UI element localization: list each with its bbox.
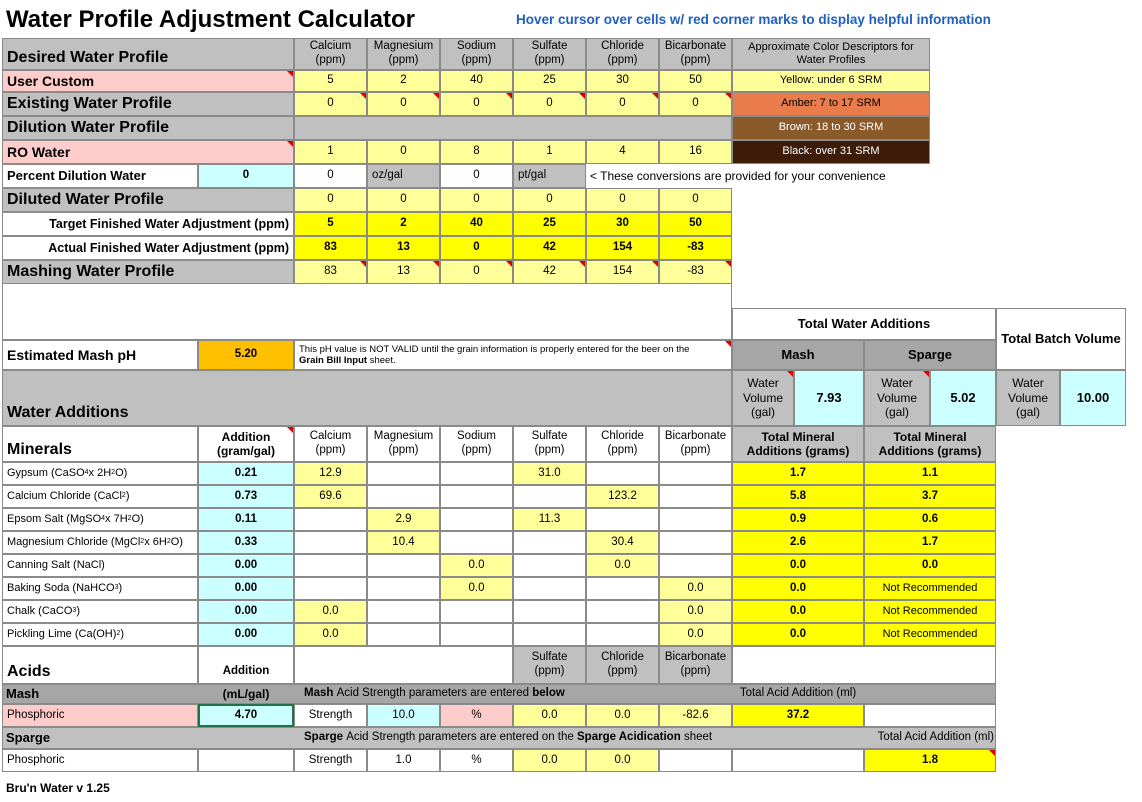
mash-acid-sulfate: 0.0 bbox=[513, 704, 586, 727]
mash-total-acid-label: Total Acid Addition (ml) bbox=[739, 687, 857, 700]
hover-hint: Hover cursor over cells w/ red corner marks to display helpful information bbox=[516, 11, 991, 27]
mineral-bicarbonate: 0.0 bbox=[659, 577, 732, 600]
existing-calcium: 0 bbox=[294, 92, 367, 116]
mash-header: Mash bbox=[732, 340, 864, 370]
actual-sulfate: 42 bbox=[513, 236, 586, 260]
percent-dilution-label: Percent Dilution Water bbox=[2, 164, 198, 188]
total-water-additions-header: Total Water Additions bbox=[732, 308, 996, 340]
estimated-mash-ph-label: Estimated Mash pH bbox=[2, 340, 198, 370]
mineral-name: Pickling Lime (Ca(OH) 2 ) bbox=[2, 623, 198, 646]
magnesium-header: Magnesium (ppm) bbox=[367, 38, 440, 70]
mineral-sodium bbox=[440, 485, 513, 508]
mineral-magnesium bbox=[367, 462, 440, 485]
color-yellow: Yellow: under 6 SRM bbox=[732, 70, 930, 92]
mineral-total-sparge: Not Recommended bbox=[864, 623, 996, 646]
diluted-chloride: 0 bbox=[586, 188, 659, 212]
mash-total-acid-value: 37.2 bbox=[732, 704, 864, 727]
diluted-calcium: 0 bbox=[294, 188, 367, 212]
mineral-total-mash: 0.0 bbox=[732, 600, 864, 623]
diluted-sulfate: 0 bbox=[513, 188, 586, 212]
mash-water-volume-value: 7.93 bbox=[794, 370, 864, 426]
diluted-magnesium: 0 bbox=[367, 188, 440, 212]
mineral-chloride: 123.2 bbox=[586, 485, 659, 508]
user-custom-dropdown[interactable]: User Custom bbox=[2, 70, 294, 92]
mineral-calcium: 0.0 bbox=[294, 623, 367, 646]
sparge-water-volume-label: Water Volume (gal) bbox=[864, 370, 930, 426]
user-custom-calcium[interactable]: 5 bbox=[294, 70, 367, 92]
mineral-magnesium bbox=[367, 577, 440, 600]
mineral-name: Magnesium Chloride (MgCl 2 x 6H 2 O) bbox=[2, 531, 198, 554]
mineral-chloride: 0.0 bbox=[586, 554, 659, 577]
version-label: Bru'n Water v 1.25 bbox=[6, 780, 110, 795]
acid-sulfate-header: Sulfate (ppm) bbox=[513, 646, 586, 684]
mash-acid-bicarbonate: -82.6 bbox=[659, 704, 732, 727]
mineral-magnesium: 2.9 bbox=[367, 508, 440, 531]
mineral-sulfate bbox=[513, 600, 586, 623]
mineral-magnesium: 10.4 bbox=[367, 531, 440, 554]
mineral-calcium: 12.9 bbox=[294, 462, 367, 485]
actual-adjustment-label: Actual Finished Water Adjustment (ppm) bbox=[2, 236, 294, 260]
mineral-chloride bbox=[586, 508, 659, 531]
existing-sodium: 0 bbox=[440, 92, 513, 116]
mineral-sulfate bbox=[513, 577, 586, 600]
acid-unit: (mL/gal) bbox=[222, 686, 270, 701]
mineral-addition-header: Addition (gram/gal) bbox=[198, 426, 294, 462]
percent-dilution-input[interactable]: 0 bbox=[198, 164, 294, 188]
mineral-bicarbonate bbox=[659, 554, 732, 577]
mineral-sodium bbox=[440, 531, 513, 554]
mineral-bicarbonate bbox=[659, 462, 732, 485]
acid-blank-right bbox=[732, 646, 996, 684]
diluted-bicarbonate: 0 bbox=[659, 188, 732, 212]
mineral-calcium bbox=[294, 554, 367, 577]
mineral-name: Chalk (CaCO 3 ) bbox=[2, 600, 198, 623]
mineral-addition-input[interactable]: 0.00 bbox=[198, 623, 294, 646]
actual-chloride: 154 bbox=[586, 236, 659, 260]
sparge-acid-label: Sparge bbox=[6, 730, 51, 746]
mineral-sulfate: 11.3 bbox=[513, 508, 586, 531]
mineral-addition-input[interactable]: 0.00 bbox=[198, 554, 294, 577]
mineral-chloride bbox=[586, 577, 659, 600]
mineral-bicarbonate bbox=[659, 531, 732, 554]
mineral-total-mash: 0.9 bbox=[732, 508, 864, 531]
mashing-chloride: 154 bbox=[586, 260, 659, 284]
mash-water-volume-label: Water Volume (gal) bbox=[732, 370, 794, 426]
mineral-chloride bbox=[586, 600, 659, 623]
mineral-sulfate bbox=[513, 554, 586, 577]
mineral-magnesium-header: Magnesium (ppm) bbox=[367, 426, 440, 462]
mineral-sodium: 0.0 bbox=[440, 554, 513, 577]
sparge-total-acid-label: Total Acid Addition (ml) bbox=[877, 731, 994, 744]
chloride-header: Chloride (ppm) bbox=[586, 38, 659, 70]
sparge-strength-label: Strength bbox=[294, 749, 367, 772]
target-adjustment-label: Target Finished Water Adjustment (ppm) bbox=[2, 212, 294, 236]
mash-ph-note: This pH value is NOT VALID until the grain information is properly entered for the beer on the Grain Bill Input sheet. bbox=[294, 340, 732, 370]
user-custom-magnesium[interactable]: 2 bbox=[367, 70, 440, 92]
mineral-total-mash: 0.0 bbox=[732, 577, 864, 600]
total-batch-volume-header: Total Batch Volume bbox=[996, 308, 1126, 370]
acid-blank-header bbox=[294, 646, 513, 684]
mineral-sulfate: 31.0 bbox=[513, 462, 586, 485]
actual-magnesium: 13 bbox=[367, 236, 440, 260]
mineral-total-mash: 2.6 bbox=[732, 531, 864, 554]
mineral-magnesium bbox=[367, 554, 440, 577]
dilution-water-profile-label: Dilution Water Profile bbox=[2, 116, 294, 140]
mashing-sodium: 0 bbox=[440, 260, 513, 284]
mineral-sodium: 0.0 bbox=[440, 577, 513, 600]
ro-calcium[interactable]: 1 bbox=[294, 140, 367, 164]
ro-sulfate[interactable]: 1 bbox=[513, 140, 586, 164]
sparge-acid-note: Sparge Acid Strength parameters are entered on the Sparge Acidication sheet bbox=[304, 731, 713, 744]
mineral-sodium-header: Sodium (ppm) bbox=[440, 426, 513, 462]
mineral-addition-input[interactable]: 0.11 bbox=[198, 508, 294, 531]
color-descriptors-title: Approximate Color Descriptors for Water Profiles bbox=[732, 38, 930, 70]
user-custom-bicarbonate[interactable]: 50 bbox=[659, 70, 732, 92]
mineral-total-sparge: Not Recommended bbox=[864, 600, 996, 623]
batch-water-volume-label: Water Volume (gal) bbox=[996, 370, 1060, 426]
sparge-water-volume-value: 5.02 bbox=[930, 370, 996, 426]
mineral-total-sparge: 1.1 bbox=[864, 462, 996, 485]
mineral-name: Canning Salt (NaCl) bbox=[2, 554, 198, 577]
color-brown: Brown: 18 to 30 SRM bbox=[732, 116, 930, 140]
mineral-calcium: 0.0 bbox=[294, 600, 367, 623]
conversion-oz-value: 0 bbox=[294, 164, 367, 188]
mineral-calcium-header: Calcium (ppm) bbox=[294, 426, 367, 462]
sulfate-header: Sulfate (ppm) bbox=[513, 38, 586, 70]
target-sulfate: 25 bbox=[513, 212, 586, 236]
actual-sodium: 0 bbox=[440, 236, 513, 260]
total-mineral-sparge-header: Total Mineral Additions (grams) bbox=[864, 426, 996, 462]
mashing-water-profile-label: Mashing Water Profile bbox=[2, 260, 294, 284]
mash-acid-chloride: 0.0 bbox=[586, 704, 659, 727]
mineral-addition-input[interactable]: 0.21 bbox=[198, 462, 294, 485]
mineral-total-mash: 0.0 bbox=[732, 623, 864, 646]
sodium-header: Sodium (ppm) bbox=[440, 38, 513, 70]
batch-water-volume-value: 10.00 bbox=[1060, 370, 1126, 426]
total-mineral-mash-header: Total Mineral Additions (grams) bbox=[732, 426, 864, 462]
mineral-calcium: 69.6 bbox=[294, 485, 367, 508]
spacer-block bbox=[2, 284, 732, 340]
mineral-sulfate bbox=[513, 623, 586, 646]
existing-sulfate: 0 bbox=[513, 92, 586, 116]
mash-strength-input[interactable]: 10.0 bbox=[367, 704, 440, 727]
mash-total-acid-blank bbox=[864, 704, 996, 727]
calcium-header: Calcium (ppm) bbox=[294, 38, 367, 70]
existing-water-profile-label: Existing Water Profile bbox=[2, 92, 294, 116]
conversion-note: < These conversions are provided for your convenience bbox=[590, 168, 886, 183]
mineral-chloride: 30.4 bbox=[586, 531, 659, 554]
target-calcium: 5 bbox=[294, 212, 367, 236]
user-custom-chloride[interactable]: 30 bbox=[586, 70, 659, 92]
existing-magnesium: 0 bbox=[367, 92, 440, 116]
user-custom-sulfate[interactable]: 25 bbox=[513, 70, 586, 92]
existing-chloride: 0 bbox=[586, 92, 659, 116]
color-black: Black: over 31 SRM bbox=[732, 140, 930, 164]
mineral-bicarbonate bbox=[659, 508, 732, 531]
color-amber: Amber: 7 to 17 SRM bbox=[732, 92, 930, 116]
sparge-total-acid-blank bbox=[732, 749, 864, 772]
ro-chloride[interactable]: 4 bbox=[586, 140, 659, 164]
mineral-sodium bbox=[440, 508, 513, 531]
mineral-sodium bbox=[440, 623, 513, 646]
mineral-bicarbonate-header: Bicarbonate (ppm) bbox=[659, 426, 732, 462]
mineral-sodium bbox=[440, 462, 513, 485]
mineral-name: Gypsum (CaSO 4 x 2H 2 O) bbox=[2, 462, 198, 485]
ro-magnesium[interactable]: 0 bbox=[367, 140, 440, 164]
mineral-name: Epsom Salt (MgSO 4 x 7H 2 O) bbox=[2, 508, 198, 531]
mash-acid-label: Mash bbox=[6, 686, 40, 702]
acid-chloride-header: Chloride (ppm) bbox=[586, 646, 659, 684]
user-custom-sodium[interactable]: 40 bbox=[440, 70, 513, 92]
mineral-sodium bbox=[440, 600, 513, 623]
mash-strength-unit: % bbox=[440, 704, 513, 727]
actual-calcium: 83 bbox=[294, 236, 367, 260]
sparge-acid-bicarbonate-blank bbox=[659, 749, 732, 772]
sparge-acid-addition[interactable] bbox=[198, 749, 294, 772]
sparge-strength-value: 1.0 bbox=[367, 749, 440, 772]
bicarbonate-header: Bicarbonate (ppm) bbox=[659, 38, 732, 70]
mineral-magnesium bbox=[367, 600, 440, 623]
mineral-total-mash: 5.8 bbox=[732, 485, 864, 508]
mineral-sulfate bbox=[513, 485, 586, 508]
target-chloride: 30 bbox=[586, 212, 659, 236]
mineral-addition-input[interactable]: 0.73 bbox=[198, 485, 294, 508]
conversion-pt-value: 0 bbox=[440, 164, 513, 188]
ro-bicarbonate[interactable]: 16 bbox=[659, 140, 732, 164]
mash-acid-note: Mash Acid Strength parameters are entered below bbox=[304, 687, 565, 700]
mineral-sulfate bbox=[513, 531, 586, 554]
mashing-magnesium: 13 bbox=[367, 260, 440, 284]
sparge-acid-select[interactable]: Phosphoric bbox=[2, 749, 198, 772]
existing-bicarbonate: 0 bbox=[659, 92, 732, 116]
page-title: Water Profile Adjustment Calculator bbox=[6, 5, 415, 33]
mineral-total-sparge: Not Recommended bbox=[864, 577, 996, 600]
mineral-bicarbonate: 0.0 bbox=[659, 623, 732, 646]
mash-acid-addition-input[interactable]: 4.70 bbox=[198, 704, 294, 727]
diluted-sodium: 0 bbox=[440, 188, 513, 212]
mineral-calcium bbox=[294, 577, 367, 600]
mineral-calcium bbox=[294, 531, 367, 554]
mineral-chloride-header: Chloride (ppm) bbox=[586, 426, 659, 462]
mineral-name: Calcium Chloride (CaCl 2 ) bbox=[2, 485, 198, 508]
mineral-addition-input[interactable]: 0.00 bbox=[198, 600, 294, 623]
conversion-pt-unit: pt/gal bbox=[513, 164, 586, 188]
mashing-calcium: 83 bbox=[294, 260, 367, 284]
mineral-bicarbonate bbox=[659, 485, 732, 508]
sparge-header: Sparge bbox=[864, 340, 996, 370]
mineral-magnesium bbox=[367, 623, 440, 646]
mineral-chloride bbox=[586, 462, 659, 485]
sparge-acid-sulfate: 0.0 bbox=[513, 749, 586, 772]
ro-sodium[interactable]: 8 bbox=[440, 140, 513, 164]
mineral-calcium bbox=[294, 508, 367, 531]
mineral-name: Baking Soda (NaHCO 3 ) bbox=[2, 577, 198, 600]
mineral-magnesium bbox=[367, 485, 440, 508]
mineral-total-sparge: 0.0 bbox=[864, 554, 996, 577]
minerals-label: Minerals bbox=[2, 426, 198, 462]
mineral-total-mash: 1.7 bbox=[732, 462, 864, 485]
actual-bicarbonate: -83 bbox=[659, 236, 732, 260]
mineral-total-sparge: 3.7 bbox=[864, 485, 996, 508]
estimated-mash-ph-value: 5.20 bbox=[198, 340, 294, 370]
sparge-total-acid-value: 1.8 bbox=[864, 749, 996, 772]
mash-acid-select[interactable]: Phosphoric bbox=[2, 704, 198, 727]
sparge-strength-unit: % bbox=[440, 749, 513, 772]
mineral-total-sparge: 0.6 bbox=[864, 508, 996, 531]
acid-addition-header: Addition bbox=[198, 646, 294, 684]
target-magnesium: 2 bbox=[367, 212, 440, 236]
diluted-water-profile-label: Diluted Water Profile bbox=[2, 188, 294, 212]
sparge-acid-chloride: 0.0 bbox=[586, 749, 659, 772]
mineral-bicarbonate: 0.0 bbox=[659, 600, 732, 623]
mineral-total-mash: 0.0 bbox=[732, 554, 864, 577]
mineral-sulfate-header: Sulfate (ppm) bbox=[513, 426, 586, 462]
mineral-total-sparge: 1.7 bbox=[864, 531, 996, 554]
mineral-addition-input[interactable]: 0.33 bbox=[198, 531, 294, 554]
mashing-bicarbonate: -83 bbox=[659, 260, 732, 284]
ro-water-dropdown[interactable]: RO Water bbox=[2, 140, 294, 164]
desired-water-profile-label: Desired Water Profile bbox=[2, 38, 294, 70]
mineral-addition-input[interactable]: 0.00 bbox=[198, 577, 294, 600]
mineral-chloride bbox=[586, 623, 659, 646]
target-bicarbonate: 50 bbox=[659, 212, 732, 236]
acid-bicarbonate-header: Bicarbonate (ppm) bbox=[659, 646, 732, 684]
water-additions-label: Water Additions bbox=[2, 370, 732, 426]
mashing-sulfate: 42 bbox=[513, 260, 586, 284]
mash-strength-label: Strength bbox=[294, 704, 367, 727]
dilution-blank bbox=[294, 116, 732, 140]
acids-label: Acids bbox=[2, 646, 198, 684]
target-sodium: 40 bbox=[440, 212, 513, 236]
conversion-oz-unit: oz/gal bbox=[367, 164, 440, 188]
